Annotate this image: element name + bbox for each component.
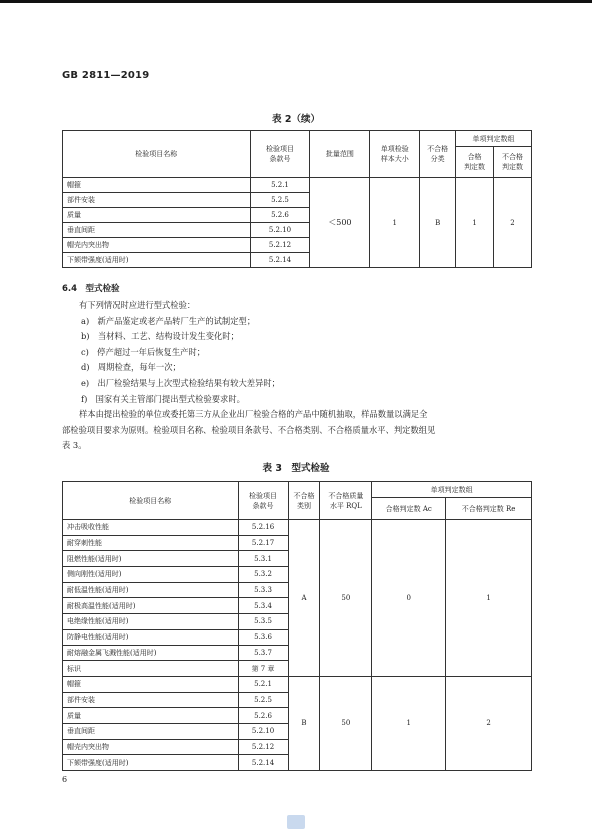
table-row-clause: 5.3.5 <box>238 614 288 630</box>
table-row-clause: 5.2.17 <box>238 535 288 551</box>
para-line: c) 停产超过一年后恢复生产时； <box>81 346 206 357</box>
table-row-clause: 5.2.14 <box>238 755 288 771</box>
table-row-name: 帽壳内突出物 <box>63 238 251 253</box>
table-row-name: 标识 <box>63 661 239 677</box>
t3a-class: A <box>288 520 320 677</box>
para-line: 表 3。 <box>62 440 87 451</box>
t2-range: ＜500 <box>310 178 370 268</box>
page-number: 6 <box>62 775 68 784</box>
section-paragraph <box>62 298 530 454</box>
t3-h-rql: 不合格质量 水平 RQL <box>320 482 372 520</box>
para-line: f) 国家有关主管部门提出型式检验要求时。 <box>81 393 245 404</box>
table-row-name: 冲击吸收性能 <box>63 520 239 536</box>
t3-h-re: 不合格判定数 Re <box>446 498 532 520</box>
t2-h-judge: 单项判定数组 <box>456 131 532 147</box>
table-row-clause: 5.2.12 <box>238 739 288 755</box>
t2-sample: 1 <box>370 178 420 268</box>
table-row-clause: 5.2.6 <box>250 208 310 223</box>
table-row-clause: 5.3.1 <box>238 551 288 567</box>
t3a-rql: 50 <box>320 520 372 677</box>
table-row-name: 垂直间距 <box>63 723 239 739</box>
table-row-name: 阻燃性能(适用时) <box>63 551 239 567</box>
table-row-clause: 5.3.4 <box>238 598 288 614</box>
para-line: e) 出厂检验结果与上次型式检验结果有较大差异时； <box>81 377 280 388</box>
table-row-name: 部件安装 <box>63 193 251 208</box>
t2-h-clause: 检验项目 条款号 <box>250 131 310 178</box>
table-row-name: 质量 <box>63 708 239 724</box>
table-row-name: 耐穿刺性能 <box>63 535 239 551</box>
table-row-clause: 5.2.1 <box>238 676 288 692</box>
t2-h-ac: 合格 判定数 <box>456 147 494 178</box>
table3-caption: 表 3 型式检验 <box>262 463 330 474</box>
t2-h-re: 不合格 判定数 <box>494 147 532 178</box>
t2-re: 2 <box>494 178 532 268</box>
table-row-name: 帽壳内突出物 <box>63 739 239 755</box>
t3-h-name: 检验项目名称 <box>63 482 239 520</box>
t3b-rql: 50 <box>320 676 372 770</box>
standard-number: GB 2811—2019 <box>62 70 150 81</box>
top-rule <box>0 0 592 3</box>
table-row-name: 电绝缘性能(适用时) <box>63 614 239 630</box>
t3b-re: 2 <box>446 676 532 770</box>
table-row-name: 侧向刚性(适用时) <box>63 567 239 583</box>
table-row-name: 耐熔融金属飞溅性能(适用时) <box>63 645 239 661</box>
table-row-name: 下颏带强度(适用时) <box>63 253 251 268</box>
table-row-name: 下颏带强度(适用时) <box>63 755 239 771</box>
table-row-clause: 5.2.12 <box>250 238 310 253</box>
watermark-icon <box>287 815 305 829</box>
table-row-clause: 5.2.10 <box>238 723 288 739</box>
para-line: 样本由提出检验的单位或委托第三方从企业出厂检验合格的产品中随机抽取，样品数量以满足全 <box>79 409 428 420</box>
t3a-re: 1 <box>446 520 532 677</box>
t2-h-sample: 单项检验 样本大小 <box>370 131 420 178</box>
table-row-name: 部件安装 <box>63 692 239 708</box>
para-line: 部检验项目要求为原则。检验项目名称、检验项目条款号、不合格类别、不合格质量水平、判定数组见 <box>62 424 436 435</box>
table-row-clause: 5.3.2 <box>238 567 288 583</box>
t3b-ac: 1 <box>372 676 446 770</box>
table-row-clause: 5.2.16 <box>238 520 288 536</box>
t2-h-range: 批量范围 <box>310 131 370 178</box>
para-line: b) 当材料、工艺、结构设计发生变化时； <box>81 331 239 342</box>
table-row-name: 帽箍 <box>63 178 251 193</box>
table-row-clause: 5.2.1 <box>250 178 310 193</box>
table-row-name: 耐低温性能(适用时) <box>63 582 239 598</box>
table-row-name: 质量 <box>63 208 251 223</box>
para-line: a) 新产品鉴定或老产品转厂生产的试制定型； <box>81 315 256 326</box>
table-row-clause: 5.2.6 <box>238 708 288 724</box>
t3b-class: B <box>288 676 320 770</box>
table-row-clause: 5.2.5 <box>250 193 310 208</box>
para-line: 有下列情况时应进行型式检验： <box>79 300 196 310</box>
t3a-ac: 0 <box>372 520 446 677</box>
table-row-name: 帽箍 <box>63 676 239 692</box>
table-row-name: 耐极高温性能(适用时) <box>63 598 239 614</box>
t3-h-ac: 合格判定数 Ac <box>372 498 446 520</box>
table-row-clause: 第 7 章 <box>238 661 288 677</box>
t2-class: B <box>420 178 456 268</box>
table-row-name: 垂直间距 <box>63 223 251 238</box>
table-row-name: 防静电性能(适用时) <box>63 629 239 645</box>
table2 <box>62 130 532 268</box>
table-row-clause: 5.3.3 <box>238 582 288 598</box>
table-row-clause: 5.3.6 <box>238 629 288 645</box>
t2-ac: 1 <box>456 178 494 268</box>
para-line: d) 周期检查，每年一次； <box>81 362 181 373</box>
table-row-clause: 5.2.5 <box>238 692 288 708</box>
t3-h-clause: 检验项目 条款号 <box>238 482 288 520</box>
t2-h-name: 检验项目名称 <box>63 131 251 178</box>
t3-h-judge: 单项判定数组 <box>372 482 532 498</box>
t3-h-class: 不合格 类别 <box>288 482 320 520</box>
t2-h-class: 不合格 分类 <box>420 131 456 178</box>
table3 <box>62 481 532 771</box>
table-row-clause: 5.2.10 <box>250 223 310 238</box>
table-row-clause: 5.2.14 <box>250 253 310 268</box>
table2-caption: 表 2（续） <box>272 114 320 125</box>
table-row-clause: 5.3.7 <box>238 645 288 661</box>
section-title: 6.4 型式检验 <box>62 284 120 294</box>
